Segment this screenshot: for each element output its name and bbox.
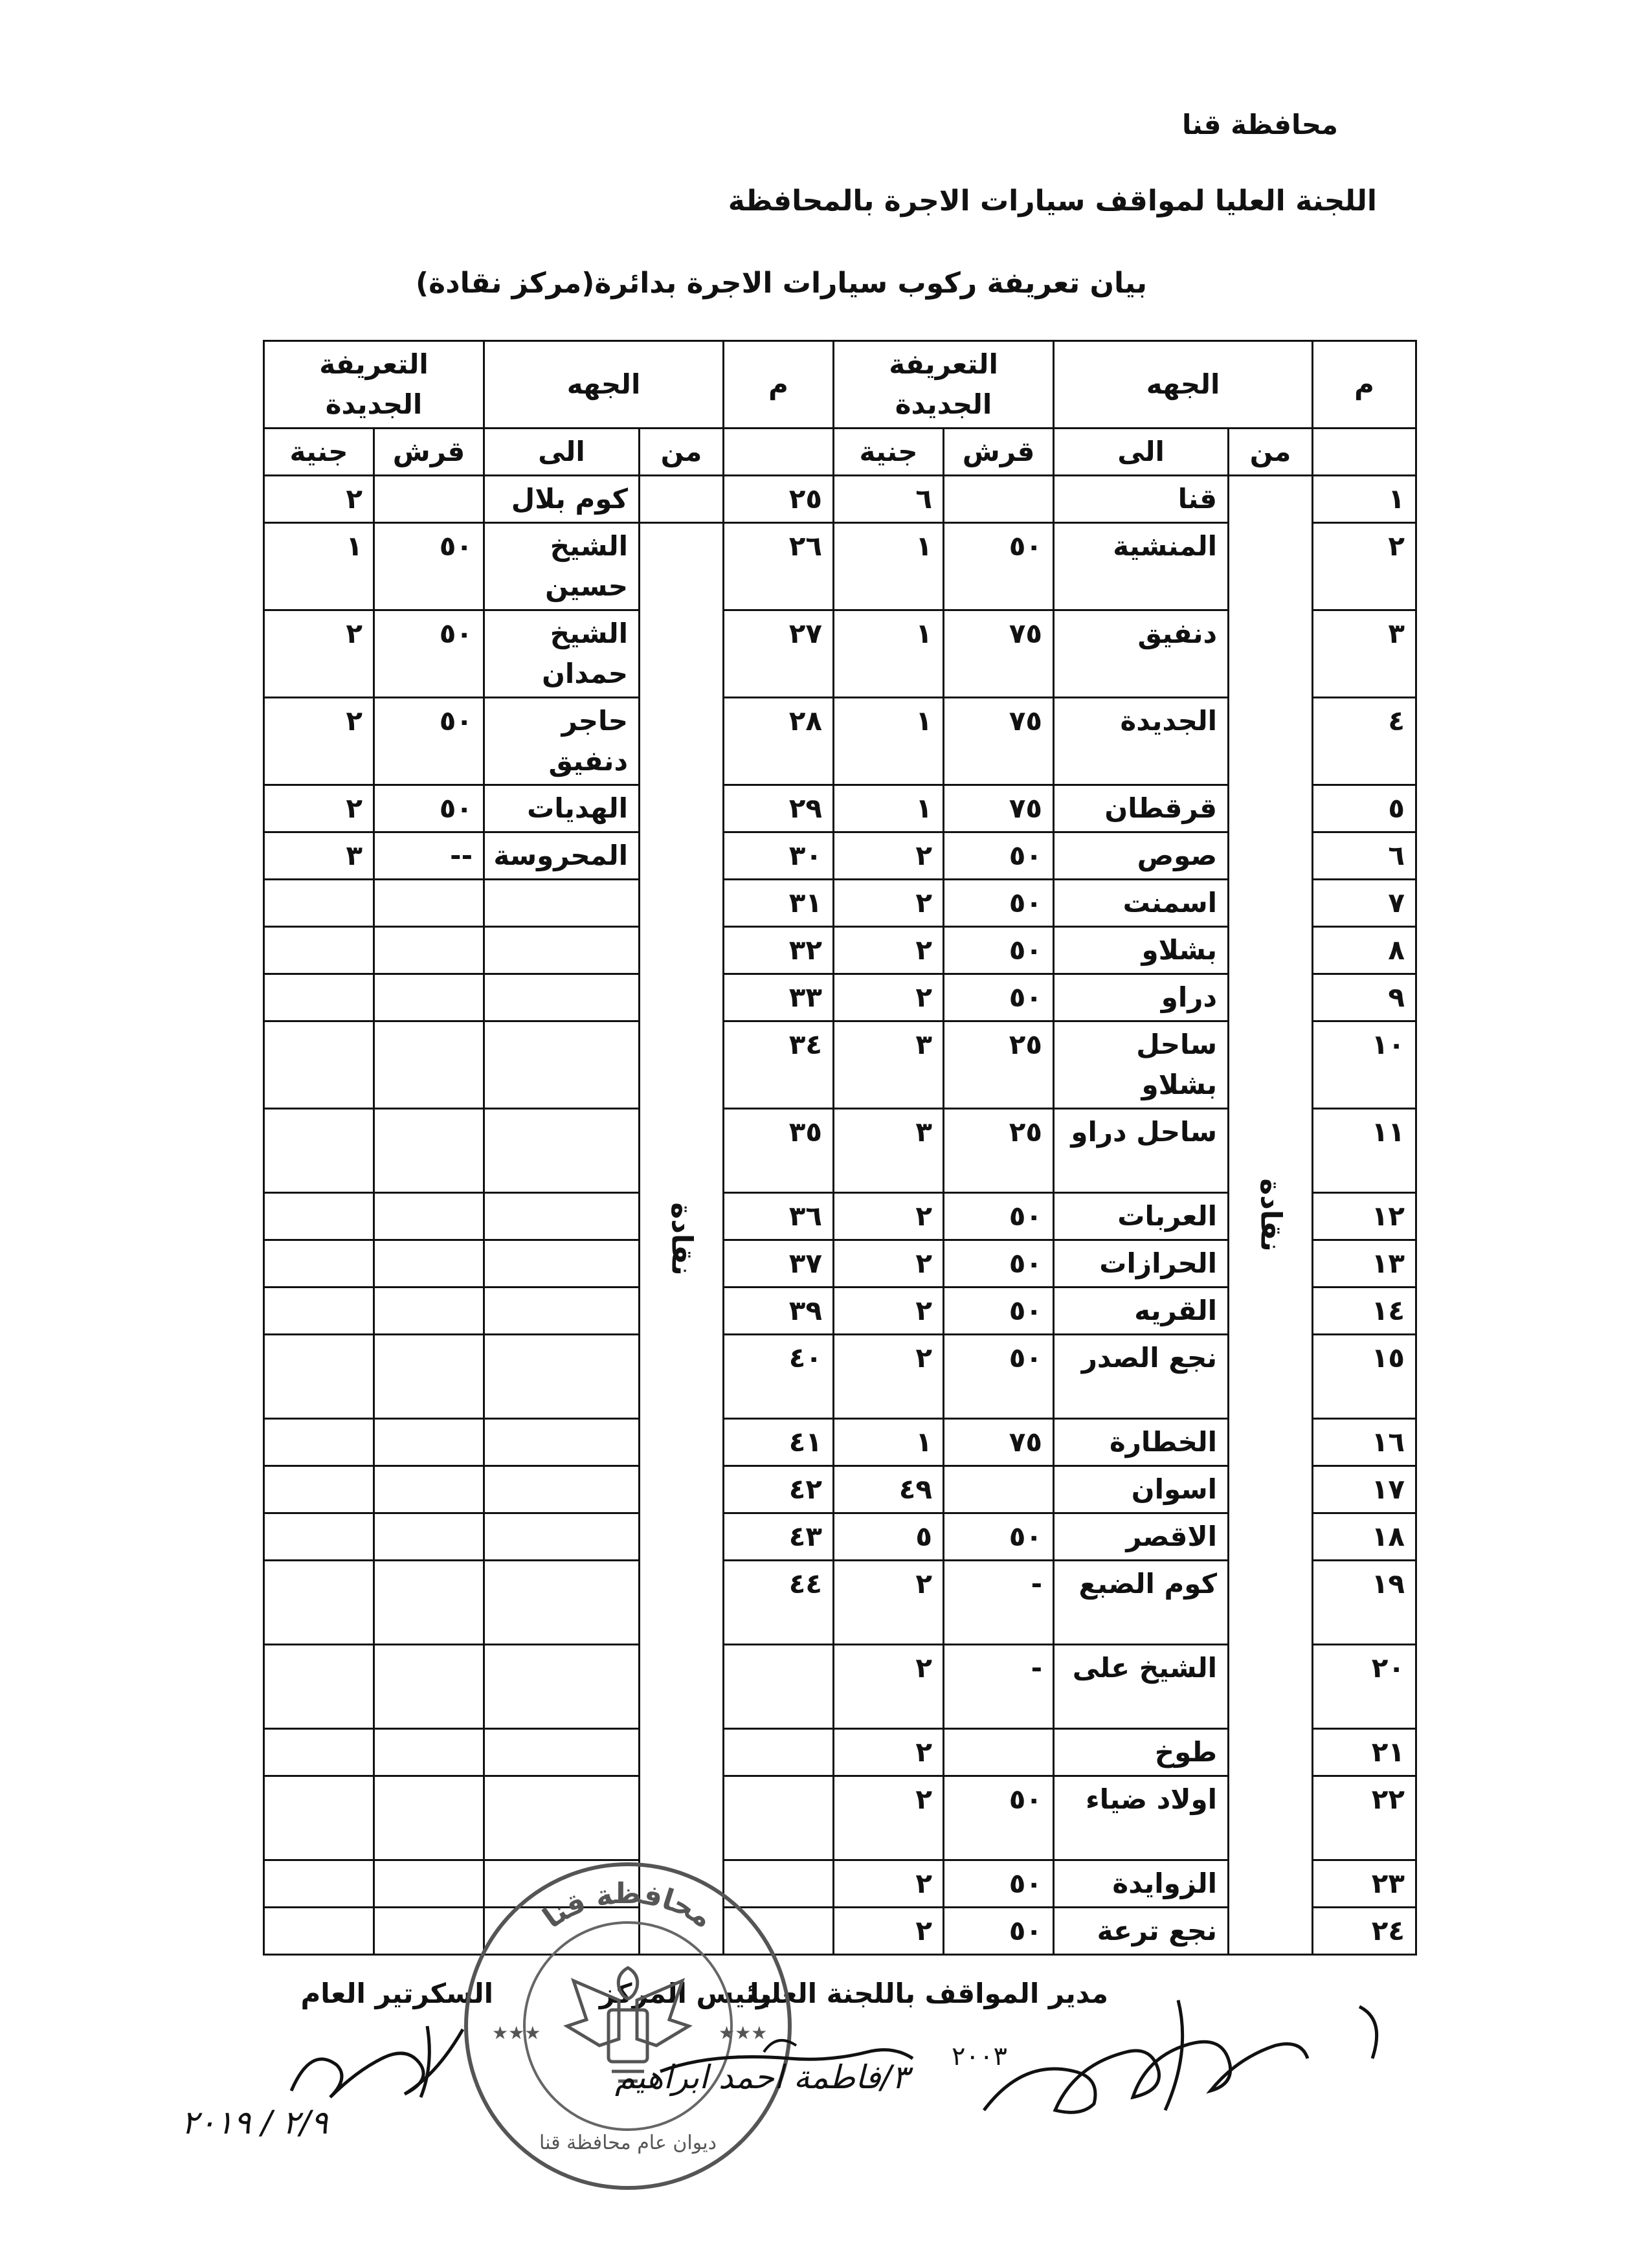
handwritten-name: ٣/فاطمة احمد ابراهيم — [615, 2058, 910, 2096]
right-piaster-cell: - — [944, 1561, 1054, 1645]
svg-text:٢٠٠٣: ٢٠٠٣ — [952, 2042, 1007, 2071]
right-origin-label: نقادة — [1254, 1178, 1288, 1252]
right-piaster-cell: ٥٠ — [944, 1860, 1054, 1908]
right-piaster-cell: ٥٠ — [944, 1335, 1054, 1419]
left-from-subheader: من — [640, 429, 724, 476]
left-to-subheader: الى — [484, 429, 640, 476]
right-piaster-cell: ٥٠ — [944, 1776, 1054, 1860]
left-piaster-cell — [374, 1645, 484, 1729]
right-number-cell: ٢٢ — [1313, 1776, 1416, 1860]
right-destination-cell: طوخ — [1054, 1729, 1229, 1776]
left-destination-cell: الشيخ حسين — [484, 523, 640, 610]
left-number-cell: ٣٧ — [724, 1240, 834, 1288]
right-destination-cell: القريه — [1054, 1288, 1229, 1335]
left-destination-cell: الهديات — [484, 785, 640, 832]
left-destination-cell — [484, 1466, 640, 1513]
right-piaster-cell: ٥٠ — [944, 880, 1054, 927]
right-pound-cell: ١ — [834, 1419, 944, 1466]
right-destination-cell: الاقصر — [1054, 1513, 1229, 1561]
right-number-cell: ٩ — [1313, 974, 1416, 1021]
right-piaster-subheader: قرش — [944, 429, 1054, 476]
left-piaster-cell — [374, 1335, 484, 1419]
right-pound-subheader: جنية — [834, 429, 944, 476]
left-destination-cell — [484, 1419, 640, 1466]
left-destination-cell — [484, 1335, 640, 1419]
left-origin-cell — [640, 523, 724, 1955]
right-piaster-cell: ٧٥ — [944, 698, 1054, 785]
manager-handwritten-signature — [971, 1981, 1424, 2136]
left-number-cell: ٣٢ — [724, 927, 834, 974]
left-pound-cell: ٣ — [264, 832, 374, 880]
left-piaster-cell: ٥٠ — [374, 785, 484, 832]
right-destination-cell: اولاد ضياء — [1054, 1776, 1229, 1860]
committee-name: اللجنة العليا لمواقف سيارات الاجرة بالمحافظة — [728, 184, 1377, 217]
right-pound-cell: ٤٩ — [834, 1466, 944, 1513]
right-fare-header: التعريفة الجديدة — [834, 341, 1054, 429]
right-destination-cell: ساحل بشلاو — [1054, 1021, 1229, 1109]
right-pound-cell: ٢ — [834, 1193, 944, 1240]
left-number-cell: ٣٤ — [724, 1021, 834, 1109]
left-piaster-cell — [374, 1729, 484, 1776]
right-piaster-cell: ٥٠ — [944, 1908, 1054, 1955]
left-number-cell: ٢٦ — [724, 523, 834, 610]
left-number-cell: ٣٠ — [724, 832, 834, 880]
left-origin-cell-empty — [640, 476, 724, 523]
right-pound-cell: ٢ — [834, 927, 944, 974]
right-number-cell: ١٧ — [1313, 1466, 1416, 1513]
right-pound-cell: ٣ — [834, 1021, 944, 1109]
left-destination-cell — [484, 880, 640, 927]
right-pound-cell: ٢ — [834, 832, 944, 880]
right-number-cell: ١٨ — [1313, 1513, 1416, 1561]
left-piaster-cell — [374, 880, 484, 927]
left-piaster-cell — [374, 476, 484, 523]
right-number-cell: ١٢ — [1313, 1193, 1416, 1240]
left-destination-cell — [484, 1193, 640, 1240]
left-destination-cell — [484, 1109, 640, 1193]
left-pound-cell — [264, 1021, 374, 1109]
right-pound-cell: ١ — [834, 698, 944, 785]
left-pound-cell — [264, 1908, 374, 1955]
right-piaster-cell: ٥٠ — [944, 523, 1054, 610]
right-pound-cell: ٢ — [834, 1729, 944, 1776]
right-piaster-cell: ٥٠ — [944, 1240, 1054, 1288]
left-destination-cell — [484, 974, 640, 1021]
left-pound-cell: ٢ — [264, 610, 374, 698]
right-destination-cell: دنفيق — [1054, 610, 1229, 698]
right-pound-cell: ٢ — [834, 880, 944, 927]
left-destination-cell: كوم بلال — [484, 476, 640, 523]
handwritten-date: ٢/٩ / ٢٠١٩ — [181, 2104, 328, 2141]
left-destination-cell: المحروسة — [484, 832, 640, 880]
right-number-cell: ٦ — [1313, 832, 1416, 880]
right-piaster-cell: ٥٠ — [944, 832, 1054, 880]
left-destination-cell — [484, 1513, 640, 1561]
left-number-cell — [724, 1645, 834, 1729]
right-pound-cell: ٢ — [834, 1860, 944, 1908]
left-destination-cell: الشيخ حمدان — [484, 610, 640, 698]
left-destination-cell — [484, 1240, 640, 1288]
right-number-subheader — [1313, 429, 1416, 476]
right-piaster-cell: ٥٠ — [944, 1193, 1054, 1240]
right-number-cell: ٢٤ — [1313, 1908, 1416, 1955]
left-destination-cell — [484, 1288, 640, 1335]
left-fare-header: التعريفة الجديدة — [264, 341, 484, 429]
left-pound-cell — [264, 1776, 374, 1860]
manager-signature-label: مدير المواقف باللجنة العليا — [750, 1978, 1108, 2009]
left-number-cell: ٢٧ — [724, 610, 834, 698]
right-destination-cell: كوم الضبع — [1054, 1561, 1229, 1645]
right-destination-cell: ساحل دراو — [1054, 1109, 1229, 1193]
right-number-cell: ٨ — [1313, 927, 1416, 974]
right-pound-cell: ٢ — [834, 1776, 944, 1860]
right-piaster-cell — [944, 476, 1054, 523]
left-number-cell: ٤٣ — [724, 1513, 834, 1561]
right-pound-cell: ٢ — [834, 1240, 944, 1288]
right-destination-cell: الزوايدة — [1054, 1860, 1229, 1908]
left-number-cell: ٤١ — [724, 1419, 834, 1466]
fare-table — [263, 340, 1417, 1956]
right-number-cell: ١ — [1313, 476, 1416, 523]
left-pound-cell — [264, 1645, 374, 1729]
left-piaster-cell: ٥٠ — [374, 523, 484, 610]
governorate-name: محافظة قنا — [1182, 109, 1338, 140]
left-number-cell: ٤٤ — [724, 1561, 834, 1645]
left-piaster-cell — [374, 1240, 484, 1288]
right-pound-cell: ١ — [834, 785, 944, 832]
left-piaster-cell: ٥٠ — [374, 698, 484, 785]
left-destination-cell — [484, 1729, 640, 1776]
right-from-subheader: من — [1229, 429, 1313, 476]
right-number-header: م — [1313, 341, 1416, 429]
right-pound-cell: ٣ — [834, 1109, 944, 1193]
right-pound-cell: ١ — [834, 523, 944, 610]
right-destination-header: الجهه — [1054, 341, 1313, 429]
right-destination-cell: دراو — [1054, 974, 1229, 1021]
left-pound-cell — [264, 1561, 374, 1645]
left-destination-header: الجهه — [484, 341, 724, 429]
right-pound-cell: ٥ — [834, 1513, 944, 1561]
left-pound-cell: ٢ — [264, 476, 374, 523]
right-number-cell: ٢ — [1313, 523, 1416, 610]
right-piaster-cell: ٥٠ — [944, 1513, 1054, 1561]
left-number-cell: ٤٢ — [724, 1466, 834, 1513]
secretary-signature-label: السكرتير العام — [300, 1978, 493, 2009]
left-piaster-cell: ٥٠ — [374, 610, 484, 698]
left-piaster-cell — [374, 927, 484, 974]
left-piaster-cell — [374, 974, 484, 1021]
right-piaster-cell: - — [944, 1645, 1054, 1729]
svg-text:ديوان عام محافظة قنا: ديوان عام محافظة قنا — [539, 2132, 717, 2154]
right-number-cell: ١٥ — [1313, 1335, 1416, 1419]
left-pound-cell — [264, 1419, 374, 1466]
right-piaster-cell: ٥٠ — [944, 1288, 1054, 1335]
left-destination-cell — [484, 1561, 640, 1645]
left-destination-cell — [484, 1645, 640, 1729]
right-destination-cell: قنا — [1054, 476, 1229, 523]
left-number-cell: ٣٩ — [724, 1288, 834, 1335]
left-piaster-cell — [374, 1513, 484, 1561]
right-number-cell: ٢٣ — [1313, 1860, 1416, 1908]
left-piaster-cell — [374, 1193, 484, 1240]
right-number-cell: ٢٠ — [1313, 1645, 1416, 1729]
right-destination-cell: الحرازات — [1054, 1240, 1229, 1288]
right-destination-cell: الجديدة — [1054, 698, 1229, 785]
left-pound-cell — [264, 927, 374, 974]
center-head-signature-label: رئيس المركز — [599, 1978, 772, 2009]
right-number-cell: ١٦ — [1313, 1419, 1416, 1466]
left-piaster-cell — [374, 1288, 484, 1335]
left-pound-cell — [264, 1193, 374, 1240]
right-destination-cell: نجع ترعة — [1054, 1908, 1229, 1955]
right-pound-cell: ٢ — [834, 974, 944, 1021]
right-destination-cell: بشلاو — [1054, 927, 1229, 974]
table-row — [264, 476, 1416, 523]
right-pound-cell: ٢ — [834, 1645, 944, 1729]
right-pound-cell: ٢ — [834, 1561, 944, 1645]
right-pound-cell: ٢ — [834, 1908, 944, 1955]
svg-text:محافظة قنا: محافظة قنا — [537, 1877, 719, 1935]
right-piaster-cell: ٢٥ — [944, 1021, 1054, 1109]
right-piaster-cell — [944, 1729, 1054, 1776]
right-destination-cell: صوص — [1054, 832, 1229, 880]
left-pound-cell: ٢ — [264, 785, 374, 832]
right-number-cell: ١١ — [1313, 1109, 1416, 1193]
left-pound-cell — [264, 974, 374, 1021]
right-number-cell: ٣ — [1313, 610, 1416, 698]
left-pound-cell — [264, 1513, 374, 1561]
right-piaster-cell: ٧٥ — [944, 1419, 1054, 1466]
right-piaster-cell: ٥٠ — [944, 974, 1054, 1021]
right-destination-cell: اسمنت — [1054, 880, 1229, 927]
right-destination-cell: الشيخ على — [1054, 1645, 1229, 1729]
left-number-cell — [724, 1729, 834, 1776]
right-number-cell: ٤ — [1313, 698, 1416, 785]
svg-text:★★★: ★★★ — [492, 2022, 541, 2044]
right-destination-cell: قرقطان — [1054, 785, 1229, 832]
left-piaster-cell — [374, 1109, 484, 1193]
left-number-header: م — [724, 341, 834, 429]
left-piaster-cell — [374, 1021, 484, 1109]
right-destination-cell: الخطارة — [1054, 1419, 1229, 1466]
document-title: بيان تعريفة ركوب سيارات الاجرة بدائرة(مركز نقادة) — [415, 267, 1147, 300]
right-number-cell: ١٠ — [1313, 1021, 1416, 1109]
right-to-subheader: الى — [1054, 429, 1229, 476]
left-number-cell: ٢٥ — [724, 476, 834, 523]
right-piaster-cell: ٧٥ — [944, 610, 1054, 698]
left-pound-cell: ١ — [264, 523, 374, 610]
left-piaster-cell — [374, 1419, 484, 1466]
right-number-cell: ٢١ — [1313, 1729, 1416, 1776]
left-pound-cell — [264, 1240, 374, 1288]
left-piaster-cell — [374, 1466, 484, 1513]
left-number-subheader — [724, 429, 834, 476]
left-piaster-cell: -- — [374, 832, 484, 880]
left-pound-cell — [264, 1860, 374, 1908]
left-number-cell: ٣١ — [724, 880, 834, 927]
left-piaster-cell — [374, 1561, 484, 1645]
left-pound-cell — [264, 1109, 374, 1193]
left-destination-cell: حاجر دنفيق — [484, 698, 640, 785]
right-number-cell: ٧ — [1313, 880, 1416, 927]
right-piaster-cell: ٥٠ — [944, 927, 1054, 974]
left-number-cell: ٣٦ — [724, 1193, 834, 1240]
left-pound-cell — [264, 1288, 374, 1335]
left-origin-label: نقادة — [665, 1201, 698, 1276]
right-piaster-cell — [944, 1466, 1054, 1513]
left-pound-cell: ٢ — [264, 698, 374, 785]
left-destination-cell — [484, 1021, 640, 1109]
right-pound-cell: ٢ — [834, 1335, 944, 1419]
right-pound-cell: ٦ — [834, 476, 944, 523]
svg-text:★★★: ★★★ — [719, 2022, 768, 2044]
right-origin-cell — [1229, 476, 1313, 1955]
right-number-cell: ١٣ — [1313, 1240, 1416, 1288]
left-number-cell: ٤٠ — [724, 1335, 834, 1419]
left-pound-subheader: جنية — [264, 429, 374, 476]
right-pound-cell: ١ — [834, 610, 944, 698]
left-piaster-subheader: قرش — [374, 429, 484, 476]
left-pound-cell — [264, 1466, 374, 1513]
right-destination-cell: نجع الصدر — [1054, 1335, 1229, 1419]
right-destination-cell: العربات — [1054, 1193, 1229, 1240]
right-number-cell: ٥ — [1313, 785, 1416, 832]
left-pound-cell — [264, 880, 374, 927]
right-destination-cell: المنشية — [1054, 523, 1229, 610]
left-destination-cell — [484, 927, 640, 974]
left-pound-cell — [264, 1335, 374, 1419]
right-pound-cell: ٢ — [834, 1288, 944, 1335]
left-number-cell: ٣٣ — [724, 974, 834, 1021]
right-destination-cell: اسوان — [1054, 1466, 1229, 1513]
right-number-cell: ١٤ — [1313, 1288, 1416, 1335]
left-number-cell: ٣٥ — [724, 1109, 834, 1193]
left-number-cell: ٢٩ — [724, 785, 834, 832]
right-piaster-cell: ٧٥ — [944, 785, 1054, 832]
right-number-cell: ١٩ — [1313, 1561, 1416, 1645]
left-number-cell: ٢٨ — [724, 698, 834, 785]
right-piaster-cell: ٢٥ — [944, 1109, 1054, 1193]
left-pound-cell — [264, 1729, 374, 1776]
